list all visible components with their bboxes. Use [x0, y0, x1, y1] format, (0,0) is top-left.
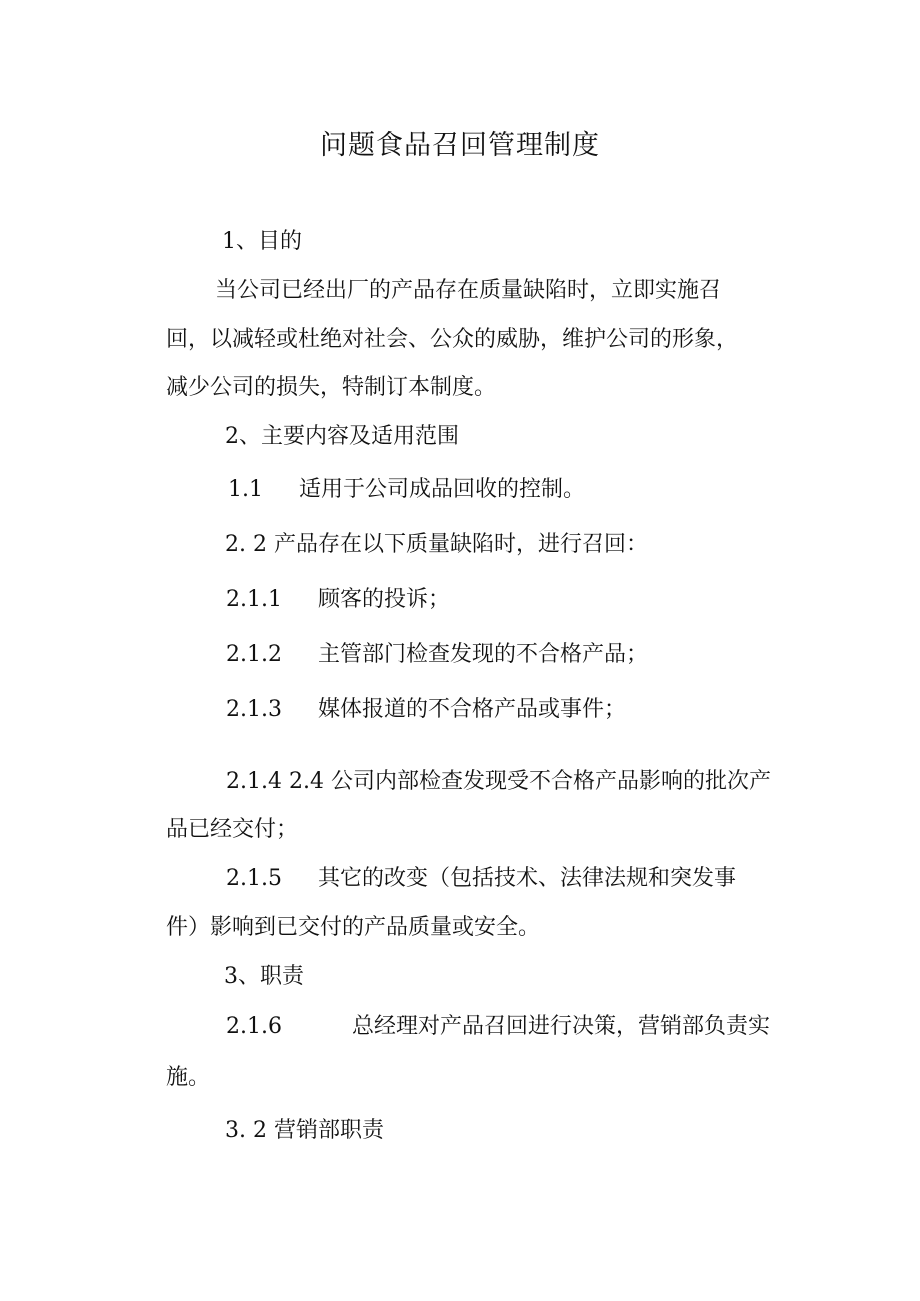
item-text: 产品存在以下质量缺陷时，进行召回：	[273, 532, 648, 557]
item-number: 2.1.3	[226, 697, 282, 722]
purpose-paragraph-line-2: 回，以减轻或杜绝对社会、公众的威胁，维护公司的形象，	[166, 327, 739, 352]
item-3-2	[225, 1116, 384, 1146]
item-text: 营销部职责	[273, 1118, 384, 1143]
item-2-1-5-line-1	[226, 864, 736, 894]
item-text: 主管部门检查发现的不合格产品；	[317, 642, 648, 667]
item-2-2	[225, 530, 648, 560]
item-2-1-1	[226, 585, 450, 615]
purpose-paragraph-line-1: 当公司已经出厂的产品存在质量缺陷时，立即实施召	[215, 278, 722, 303]
item-number: 2.1.6	[226, 1014, 282, 1039]
item-number: 2.1.2	[226, 642, 282, 667]
item-number: 1.1	[228, 477, 263, 502]
item-number: 3. 2	[225, 1118, 267, 1143]
item-2-1-6-line-2: 施。	[166, 1065, 211, 1090]
item-number: 2. 2	[225, 532, 267, 557]
item-text: 其它的改变（包括技术、法律法规和突发事	[317, 866, 736, 891]
item-text: 顾客的投诉；	[317, 587, 450, 612]
item-2-1-3	[226, 695, 626, 725]
purpose-paragraph-line-3: 减少公司的损失，特制订本制度。	[166, 375, 497, 400]
item-text: 总经理对产品召回进行决策，营销部负责实	[351, 1014, 770, 1039]
item-2-1-2	[226, 640, 648, 670]
section-3-heading: 3、职责	[224, 964, 304, 989]
item-2-1-4-line-1	[226, 767, 771, 797]
item-text: 适用于公司成品回收的控制。	[299, 477, 586, 502]
item-number: 2.1.1	[226, 587, 282, 612]
item-1-1	[228, 475, 585, 505]
section-1-heading: 1、目的	[222, 229, 302, 254]
item-text: 公司内部检查发现受不合格产品影响的批次产	[330, 769, 771, 794]
section-2-heading: 2、主要内容及适用范围	[225, 424, 459, 449]
item-2-1-5-line-2: 件）影响到已交付的产品质量或安全。	[166, 915, 541, 940]
item-number: 2.1.4 2.4	[226, 769, 324, 794]
document-title: 问题食品召回管理制度	[320, 130, 600, 161]
item-2-1-4-line-2: 品已经交付；	[166, 817, 299, 842]
item-number: 2.1.5	[226, 866, 282, 891]
item-2-1-6-line-1	[226, 1012, 770, 1042]
item-text: 媒体报道的不合格产品或事件；	[317, 697, 626, 722]
